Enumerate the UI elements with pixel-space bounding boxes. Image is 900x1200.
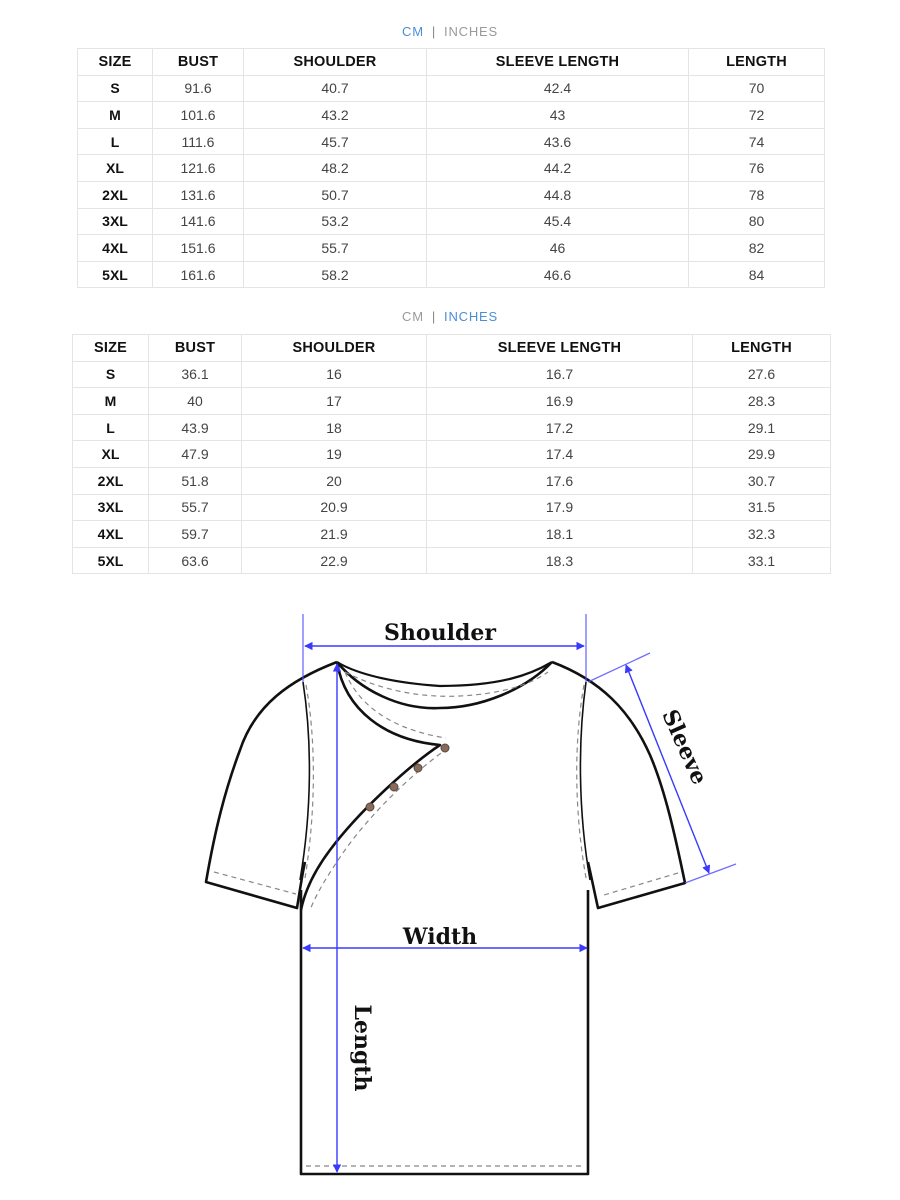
cm-option[interactable]: CM bbox=[402, 309, 424, 324]
table-row bbox=[73, 361, 831, 388]
size-cell: 3XL bbox=[78, 208, 153, 235]
shoulder-cell: 48.2 bbox=[244, 155, 427, 182]
shoulder-cell: 45.7 bbox=[244, 128, 427, 155]
bust-cell: 111.6 bbox=[153, 128, 244, 155]
bust-cell: 121.6 bbox=[153, 155, 244, 182]
toggle-separator: | bbox=[431, 24, 437, 39]
sleeve-label: Sleeve bbox=[656, 705, 713, 789]
sleeve-cell: 45.4 bbox=[427, 208, 689, 235]
bust-cell: 131.6 bbox=[153, 181, 244, 208]
shirt-outline-icon bbox=[0, 590, 900, 1200]
table-row bbox=[78, 261, 825, 288]
header-shoulder: SHOULDER bbox=[242, 335, 427, 362]
size-cell: L bbox=[73, 414, 149, 441]
shoulder-cell: 58.2 bbox=[244, 261, 427, 288]
width-label: Width bbox=[402, 924, 478, 950]
table-row bbox=[73, 521, 831, 548]
length-cell: 29.9 bbox=[693, 441, 831, 468]
table-row bbox=[73, 441, 831, 468]
inches-option[interactable]: INCHES bbox=[444, 24, 498, 39]
bust-cell: 59.7 bbox=[149, 521, 242, 548]
garment-measurement-diagram bbox=[0, 590, 900, 1200]
table-row bbox=[73, 414, 831, 441]
sleeve-cell: 16.9 bbox=[427, 388, 693, 415]
sleeve-cell: 17.2 bbox=[427, 414, 693, 441]
size-cell: S bbox=[78, 75, 153, 102]
size-cell: L bbox=[78, 128, 153, 155]
length-cell: 78 bbox=[689, 181, 825, 208]
size-cell: S bbox=[73, 361, 149, 388]
header-length: LENGTH bbox=[693, 335, 831, 362]
bust-cell: 101.6 bbox=[153, 102, 244, 129]
header-bust: BUST bbox=[153, 49, 244, 76]
table-row bbox=[78, 155, 825, 182]
size-cell: 3XL bbox=[73, 494, 149, 521]
table-row bbox=[78, 128, 825, 155]
size-cell: 4XL bbox=[73, 521, 149, 548]
size-cell: XL bbox=[78, 155, 153, 182]
length-cell: 32.3 bbox=[693, 521, 831, 548]
length-label: Length bbox=[349, 1004, 375, 1092]
shoulder-cell: 22.9 bbox=[242, 547, 427, 574]
cm-option[interactable]: CM bbox=[402, 24, 424, 39]
size-cell: M bbox=[73, 388, 149, 415]
length-cell: 33.1 bbox=[693, 547, 831, 574]
shoulder-cell: 55.7 bbox=[244, 235, 427, 262]
table-row bbox=[78, 75, 825, 102]
table-row bbox=[73, 494, 831, 521]
bust-cell: 43.9 bbox=[149, 414, 242, 441]
size-cell: 2XL bbox=[78, 181, 153, 208]
sleeve-cell: 46 bbox=[427, 235, 689, 262]
size-cell: 5XL bbox=[78, 261, 153, 288]
shoulder-cell: 16 bbox=[242, 361, 427, 388]
header-length: LENGTH bbox=[689, 49, 825, 76]
size-table-cm bbox=[77, 48, 825, 288]
sleeve-cell: 17.9 bbox=[427, 494, 693, 521]
sleeve-cell: 18.3 bbox=[427, 547, 693, 574]
table-row bbox=[73, 547, 831, 574]
table-row bbox=[78, 181, 825, 208]
sleeve-cell: 46.6 bbox=[427, 261, 689, 288]
bust-cell: 55.7 bbox=[149, 494, 242, 521]
length-cell: 84 bbox=[689, 261, 825, 288]
shoulder-cell: 17 bbox=[242, 388, 427, 415]
sleeve-cell: 43.6 bbox=[427, 128, 689, 155]
sleeve-cell: 42.4 bbox=[427, 75, 689, 102]
header-size: SIZE bbox=[73, 335, 149, 362]
header-bust: BUST bbox=[149, 335, 242, 362]
length-cell: 80 bbox=[689, 208, 825, 235]
length-cell: 28.3 bbox=[693, 388, 831, 415]
table-row bbox=[78, 235, 825, 262]
bust-cell: 36.1 bbox=[149, 361, 242, 388]
button-dot-icon bbox=[366, 744, 449, 811]
shoulder-label: Shoulder bbox=[384, 620, 496, 646]
shoulder-cell: 53.2 bbox=[244, 208, 427, 235]
shoulder-cell: 50.7 bbox=[244, 181, 427, 208]
size-table-inches bbox=[72, 334, 831, 574]
header-shoulder: SHOULDER bbox=[244, 49, 427, 76]
bust-cell: 91.6 bbox=[153, 75, 244, 102]
length-cell: 72 bbox=[689, 102, 825, 129]
sleeve-cell: 43 bbox=[427, 102, 689, 129]
shoulder-cell: 18 bbox=[242, 414, 427, 441]
length-cell: 74 bbox=[689, 128, 825, 155]
bust-cell: 40 bbox=[149, 388, 242, 415]
length-cell: 82 bbox=[689, 235, 825, 262]
header-sleeve-length: SLEEVE LENGTH bbox=[427, 335, 693, 362]
size-cell: 4XL bbox=[78, 235, 153, 262]
table-header-row bbox=[78, 49, 825, 76]
sleeve-cell: 16.7 bbox=[427, 361, 693, 388]
sleeve-cell: 44.8 bbox=[427, 181, 689, 208]
sleeve-cell: 17.4 bbox=[427, 441, 693, 468]
inches-option[interactable]: INCHES bbox=[444, 309, 498, 324]
shoulder-cell: 19 bbox=[242, 441, 427, 468]
length-cell: 76 bbox=[689, 155, 825, 182]
length-cell: 31.5 bbox=[693, 494, 831, 521]
unit-toggle-cm-table bbox=[0, 24, 900, 39]
size-cell: 2XL bbox=[73, 467, 149, 494]
size-cell: M bbox=[78, 102, 153, 129]
header-size: SIZE bbox=[78, 49, 153, 76]
bust-cell: 141.6 bbox=[153, 208, 244, 235]
unit-toggle-inches-table bbox=[0, 309, 900, 324]
bust-cell: 151.6 bbox=[153, 235, 244, 262]
table-row bbox=[73, 467, 831, 494]
bust-cell: 161.6 bbox=[153, 261, 244, 288]
sleeve-cell: 17.6 bbox=[427, 467, 693, 494]
shoulder-cell: 20.9 bbox=[242, 494, 427, 521]
bust-cell: 51.8 bbox=[149, 467, 242, 494]
size-cell: XL bbox=[73, 441, 149, 468]
bust-cell: 47.9 bbox=[149, 441, 242, 468]
length-cell: 70 bbox=[689, 75, 825, 102]
shoulder-cell: 21.9 bbox=[242, 521, 427, 548]
length-cell: 29.1 bbox=[693, 414, 831, 441]
table-row bbox=[73, 388, 831, 415]
length-cell: 27.6 bbox=[693, 361, 831, 388]
header-sleeve-length: SLEEVE LENGTH bbox=[427, 49, 689, 76]
table-row bbox=[78, 208, 825, 235]
sleeve-cell: 44.2 bbox=[427, 155, 689, 182]
shoulder-cell: 20 bbox=[242, 467, 427, 494]
shoulder-cell: 40.7 bbox=[244, 75, 427, 102]
bust-cell: 63.6 bbox=[149, 547, 242, 574]
toggle-separator: | bbox=[431, 309, 437, 324]
shoulder-cell: 43.2 bbox=[244, 102, 427, 129]
sleeve-cell: 18.1 bbox=[427, 521, 693, 548]
length-cell: 30.7 bbox=[693, 467, 831, 494]
table-row bbox=[78, 102, 825, 129]
size-cell: 5XL bbox=[73, 547, 149, 574]
table-header-row bbox=[73, 335, 831, 362]
